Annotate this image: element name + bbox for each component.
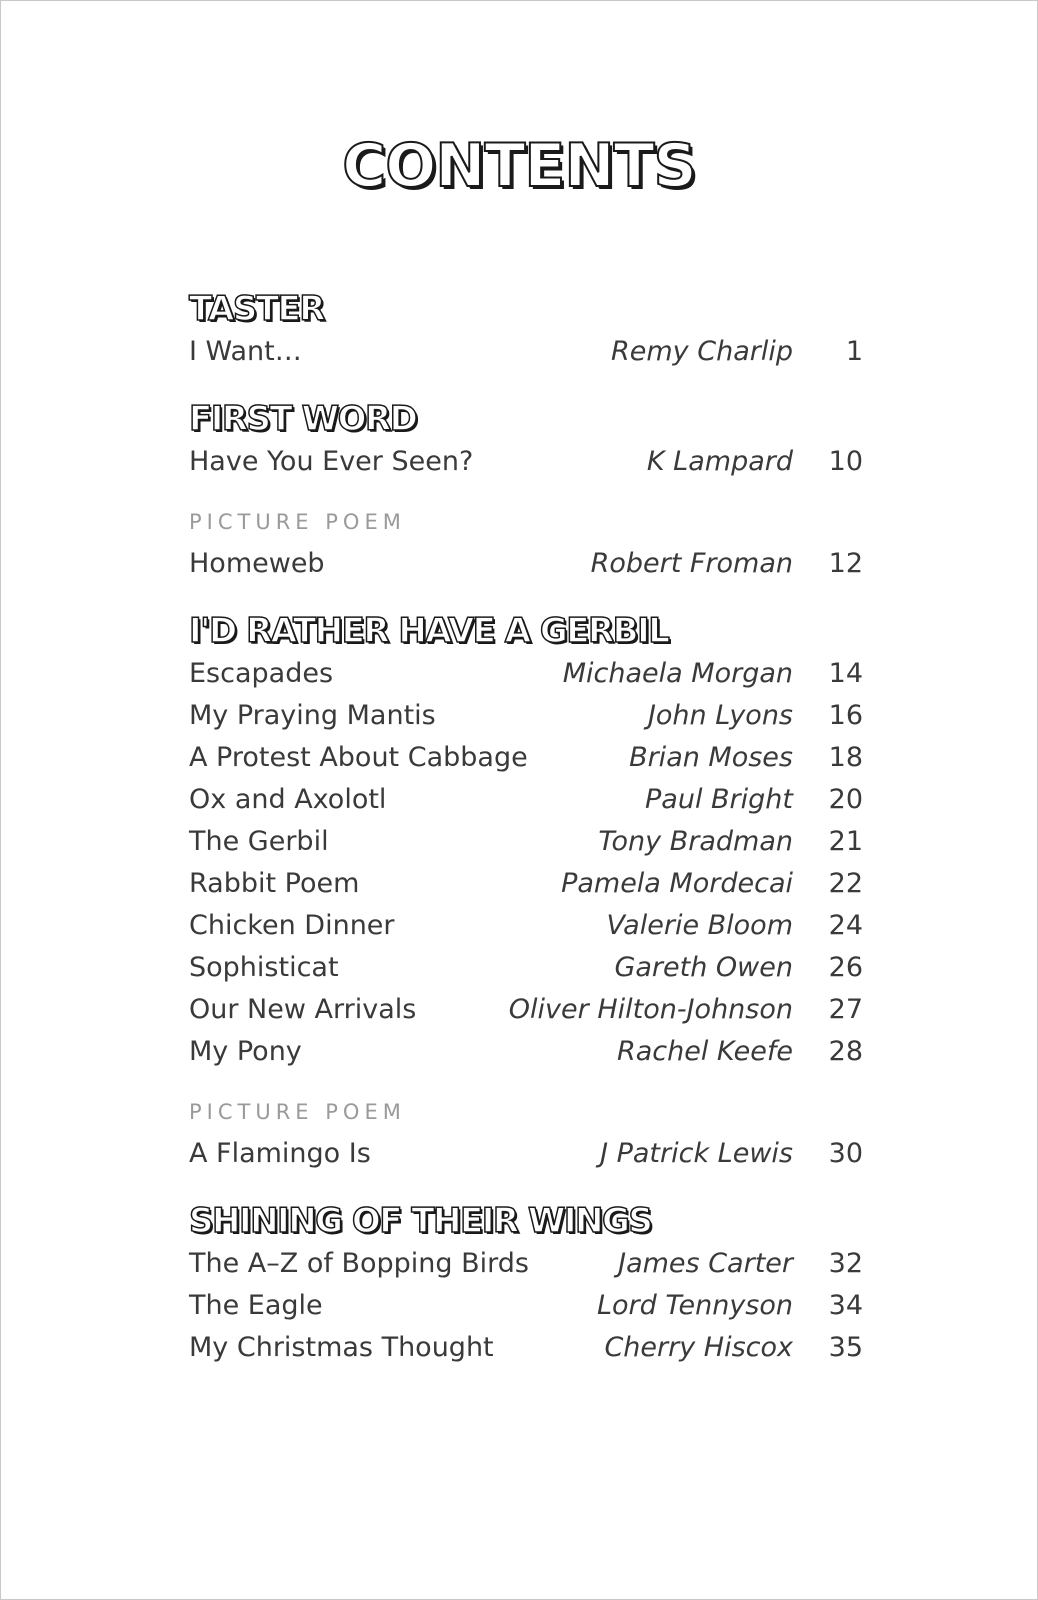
toc-entry — [189, 989, 879, 1031]
toc-section — [189, 397, 879, 585]
poem-author: James Carter — [618, 1248, 793, 1279]
page-number: 12 — [828, 548, 863, 579]
page-number: 16 — [828, 700, 863, 731]
subsection-heading: PICTURE POEM — [189, 510, 406, 534]
toc-entry — [189, 737, 879, 779]
section-heading: I'D RATHER HAVE A GERBIL — [189, 611, 669, 651]
poem-author: Robert Froman — [590, 548, 793, 579]
toc-entry — [189, 821, 879, 863]
toc-section — [189, 1199, 879, 1369]
toc-entry — [189, 1327, 879, 1369]
toc-entry — [189, 1285, 879, 1327]
toc-section — [189, 287, 879, 373]
poem-author: Oliver Hilton-Johnson — [508, 994, 793, 1025]
toc-entry — [189, 947, 879, 989]
poem-author: Paul Bright — [645, 784, 793, 815]
section-heading: FIRST WORD — [189, 399, 417, 439]
poem-author: Brian Moses — [629, 742, 793, 773]
poem-author: K Lampard — [646, 446, 793, 477]
poem-author: Lord Tennyson — [596, 1290, 793, 1321]
poem-author: J Patrick Lewis — [600, 1138, 793, 1169]
poem-author: Cherry Hiscox — [604, 1332, 793, 1363]
page-number: 20 — [828, 784, 863, 815]
page-number: 22 — [828, 868, 863, 899]
page-number: 34 — [828, 1290, 863, 1321]
poem-author: Tony Bradman — [598, 826, 793, 857]
poem-title: A Flamingo Is — [189, 1138, 371, 1169]
page-number: 18 — [828, 742, 863, 773]
page-number: 1 — [845, 336, 863, 367]
poem-author: Remy Charlip — [611, 336, 793, 367]
page-number: 14 — [828, 658, 863, 689]
poem-title: The A–Z of Bopping Birds — [189, 1248, 529, 1279]
poem-title: Escapades — [189, 658, 334, 689]
toc-entry — [189, 331, 879, 373]
page-number: 26 — [828, 952, 863, 983]
poem-title: The Eagle — [189, 1290, 323, 1321]
poem-title: Chicken Dinner — [189, 910, 395, 941]
poem-title: Have You Ever Seen? — [189, 446, 474, 477]
toc-entry — [189, 1133, 879, 1175]
poem-title: Rabbit Poem — [189, 868, 360, 899]
poem-title: My Christmas Thought — [189, 1332, 494, 1363]
page-number: 24 — [828, 910, 863, 941]
poem-title: A Protest About Cabbage — [189, 742, 528, 773]
poem-title: My Pony — [189, 1036, 302, 1067]
page-number: 21 — [828, 826, 863, 857]
poem-author: Valerie Bloom — [606, 910, 793, 941]
poem-author: Michaela Morgan — [562, 658, 793, 689]
page-number: 35 — [828, 1332, 863, 1363]
poem-title: Homeweb — [189, 548, 325, 579]
poem-title: The Gerbil — [189, 826, 329, 857]
poem-author: John Lyons — [647, 700, 793, 731]
toc-entry — [189, 1031, 879, 1073]
poem-title: I Want… — [189, 336, 302, 367]
page-number: 27 — [828, 994, 863, 1025]
toc-section — [189, 609, 879, 1175]
toc-entry — [189, 441, 879, 483]
poem-title: My Praying Mantis — [189, 700, 436, 731]
page-title: CONTENTS — [342, 131, 696, 201]
page-number: 10 — [828, 446, 863, 477]
toc-entry — [189, 1243, 879, 1285]
poem-title: Ox and Axolotl — [189, 784, 387, 815]
toc-entry — [189, 543, 879, 585]
toc-entry — [189, 905, 879, 947]
section-heading: SHINING OF THEIR WINGS — [189, 1201, 652, 1241]
section-heading: TASTER — [189, 289, 324, 329]
poem-title: Our New Arrivals — [189, 994, 417, 1025]
poem-title: Sophisticat — [189, 952, 339, 983]
poem-author: Pamela Mordecai — [561, 868, 793, 899]
page-number: 32 — [828, 1248, 863, 1279]
toc-entry — [189, 695, 879, 737]
page-number: 28 — [828, 1036, 863, 1067]
table-of-contents — [189, 287, 879, 1369]
toc-entry — [189, 779, 879, 821]
page-number: 30 — [828, 1138, 863, 1169]
poem-author: Gareth Owen — [614, 952, 793, 983]
poem-author: Rachel Keefe — [616, 1036, 793, 1067]
toc-entry — [189, 863, 879, 905]
toc-entry — [189, 653, 879, 695]
subsection-heading: PICTURE POEM — [189, 1100, 406, 1124]
